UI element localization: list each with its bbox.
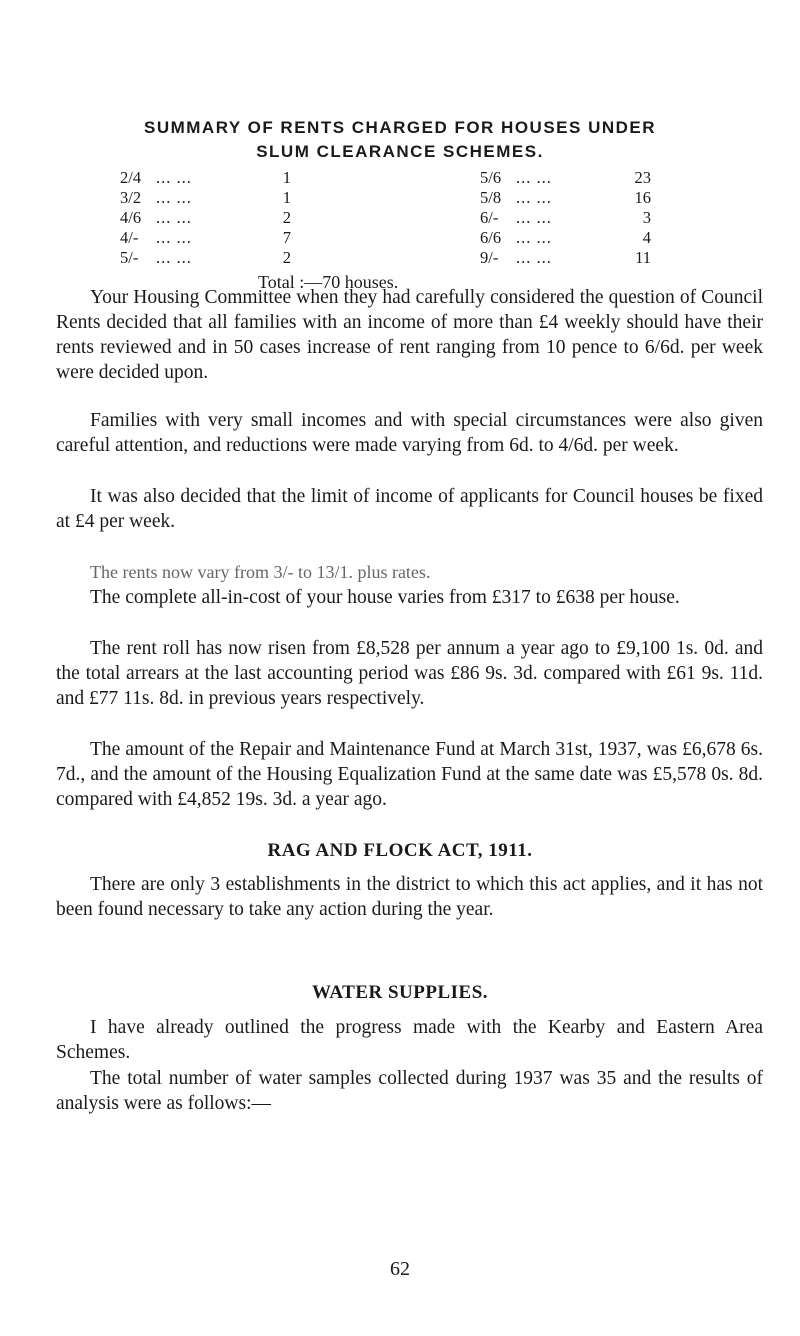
- paragraph-rent-range: The rents now vary from 3/- to 13/1. plus rates.: [90, 562, 431, 582]
- houses-total: Total :—70 houses.: [258, 272, 399, 292]
- rent-row: 5/6 ... ... 23: [480, 168, 651, 187]
- rent-row: 5/8 ... ... 16: [480, 188, 651, 207]
- rents-left-column: [120, 168, 350, 268]
- rent-row: 5/- ... ... 2: [120, 248, 291, 267]
- paragraph-water-schemes: I have already outlined the progress made with the Kearby and Eastern Area Schemes.: [56, 1017, 763, 1063]
- water-supplies-heading: WATER SUPPLIES.: [311, 982, 489, 1003]
- summary-title-line2: SLUM CLEARANCE SCHEMES.: [256, 142, 544, 161]
- rent-row: 4/6 ... ... 2: [120, 208, 291, 227]
- rent-row: 4/- ... ... 7: [120, 228, 291, 247]
- page-number: 62: [390, 1258, 410, 1280]
- rent-row: 9/- ... ... 11: [480, 248, 651, 267]
- paragraph-income-limit: It was also decided that the limit of income of applicants for Council houses be fixed at £4 per week.: [56, 486, 763, 532]
- rent-row: 2/4 ... ... 1: [120, 168, 291, 187]
- rents-right-column: [480, 168, 710, 268]
- paragraph-housing-committee: Your Housing Committee when they had carefully considered the question of Council Rents decided that all families with an income of more than £4 weekly should have their rents reviewed and in 50 cases increase of rent ranging from 10 pence to 6/6d. per week were decided upon.: [56, 287, 763, 383]
- paragraph-water-samples: The total number of water samples collected during 1937 was 35 and the results of analysis were as follows:—: [56, 1068, 763, 1114]
- paragraph-small-incomes: Families with very small incomes and with special circumstances were also given careful attention, and reductions were made varying from 6d. to 4/6d. per week.: [56, 410, 763, 456]
- rag-flock-heading: RAG AND FLOCK ACT, 1911.: [267, 840, 533, 861]
- rent-row: 6/6 ... ... 4: [480, 228, 651, 247]
- paragraph-rent-roll: The rent roll has now risen from £8,528 per annum a year ago to £9,100 1s. 0d. and the total arrears at the last accounting period was £86 9s. 3d. compared with £61 9s. 11d. and £77 11s. 8d. in previous years respectively.: [56, 638, 763, 709]
- rent-row: 3/2 ... ... 1: [120, 188, 291, 207]
- paragraph-rag-flock: There are only 3 establishments in the district to which this act applies, and it has not been found necessary to take any action during the year.: [56, 874, 763, 920]
- summary-title-line1: SUMMARY OF RENTS CHARGED FOR HOUSES UNDER: [143, 118, 657, 137]
- paragraph-repair-fund: The amount of the Repair and Maintenance Fund at March 31st, 1937, was £6,678 6s. 7d., and the amount of the Housing Equalization Fund at the same date was £5,578 0s. 8d. compared with £4,852 19s. 3d. a year ago.: [56, 739, 763, 810]
- rent-row: 6/- ... ... 3: [480, 208, 651, 227]
- paragraph-house-cost: The complete all-in-cost of your house varies from £317 to £638 per house.: [90, 587, 680, 608]
